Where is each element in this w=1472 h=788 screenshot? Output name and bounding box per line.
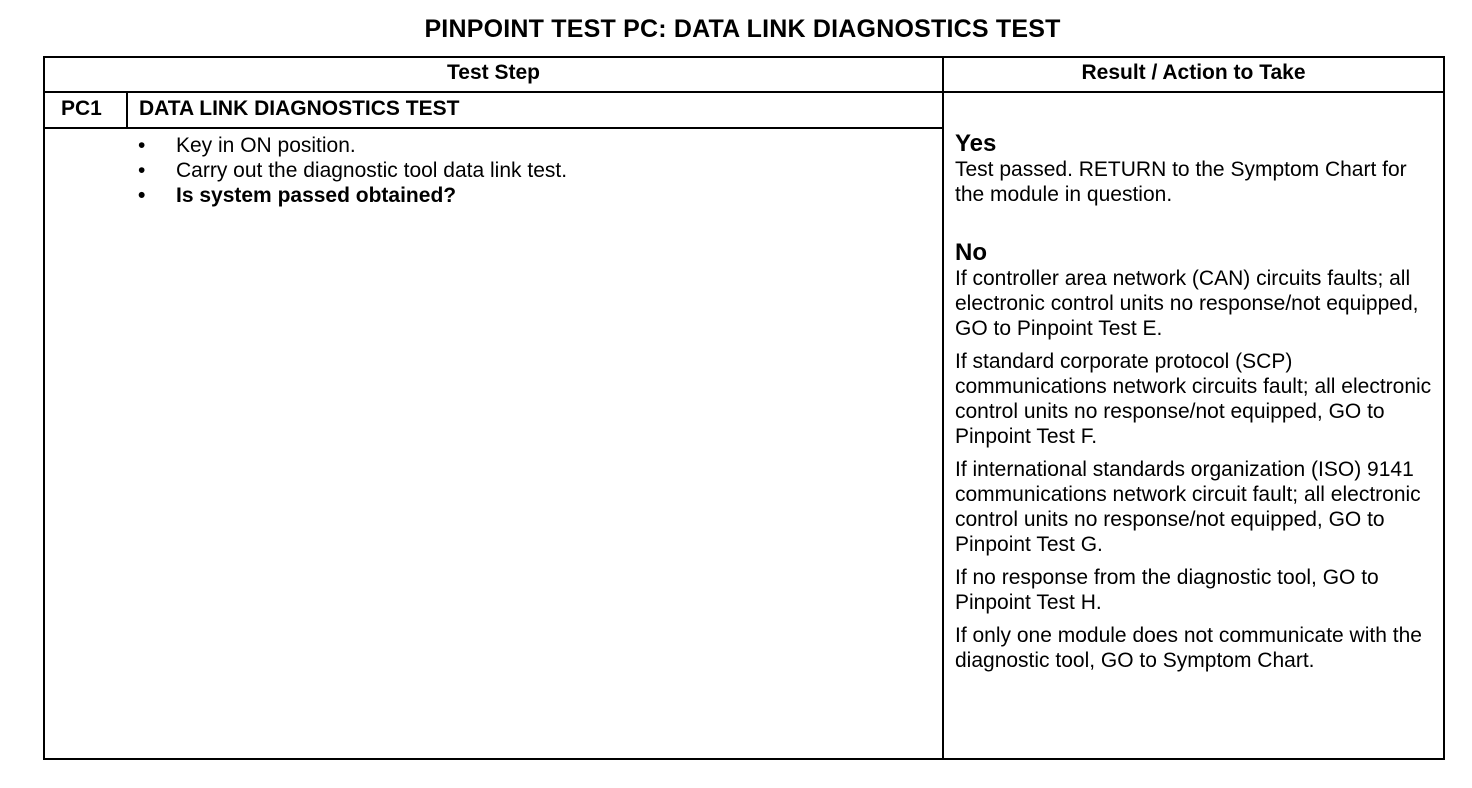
bullet-text: Carry out the diagnostic tool data link test. <box>176 159 568 182</box>
bullet-item <box>138 158 928 183</box>
no-item: If international standards organization (ISO) 9141 communications network circuit fault; all electronic control units no response/not equipped, GO to Pinpoint Test G. <box>955 458 1421 556</box>
column-divider-result <box>942 56 944 760</box>
step-title-divider <box>43 127 943 129</box>
no-item: If standard corporate protocol (SCP) communications network circuits fault; all electronic control units no response/not equipped, GO to Pinpoint Test F. <box>955 350 1432 448</box>
bullet-icon: • <box>138 134 146 157</box>
bullet-icon: • <box>138 159 146 182</box>
no-label: No <box>955 239 987 266</box>
yes-text: Test passed. RETURN to the Symptom Chart for the module in question. <box>955 158 1407 206</box>
bullet-icon: • <box>138 184 146 207</box>
step-title: DATA LINK DIAGNOSTICS TEST <box>139 97 460 120</box>
page-title: PINPOINT TEST PC: DATA LINK DIAGNOSTICS TEST <box>424 15 1061 43</box>
yes-label: Yes <box>955 130 997 157</box>
bullet-text: Is system passed obtained? <box>176 184 457 207</box>
spacer <box>955 207 1441 240</box>
test-step-bullets <box>138 133 928 208</box>
header-row-divider <box>43 91 1445 93</box>
bullet-text: Key in ON position. <box>176 134 356 157</box>
bullet-item-question <box>138 183 928 208</box>
result-action-cell <box>955 131 1441 681</box>
step-id: PC1 <box>61 97 102 120</box>
header-test-step: Test Step <box>447 61 540 84</box>
no-item: If no response from the diagnostic tool, GO to Pinpoint Test H. <box>955 566 1379 614</box>
step-id-divider <box>126 91 128 129</box>
no-item: If controller area network (CAN) circuits faults; all electronic control units no response/not equipped, GO to Pinpoint Test E. <box>955 267 1419 340</box>
bullet-item <box>138 133 928 158</box>
header-result-action: Result / Action to Take <box>1081 61 1306 84</box>
no-item: If only one module does not communicate with the diagnostic tool, GO to Symptom Chart. <box>955 624 1422 672</box>
